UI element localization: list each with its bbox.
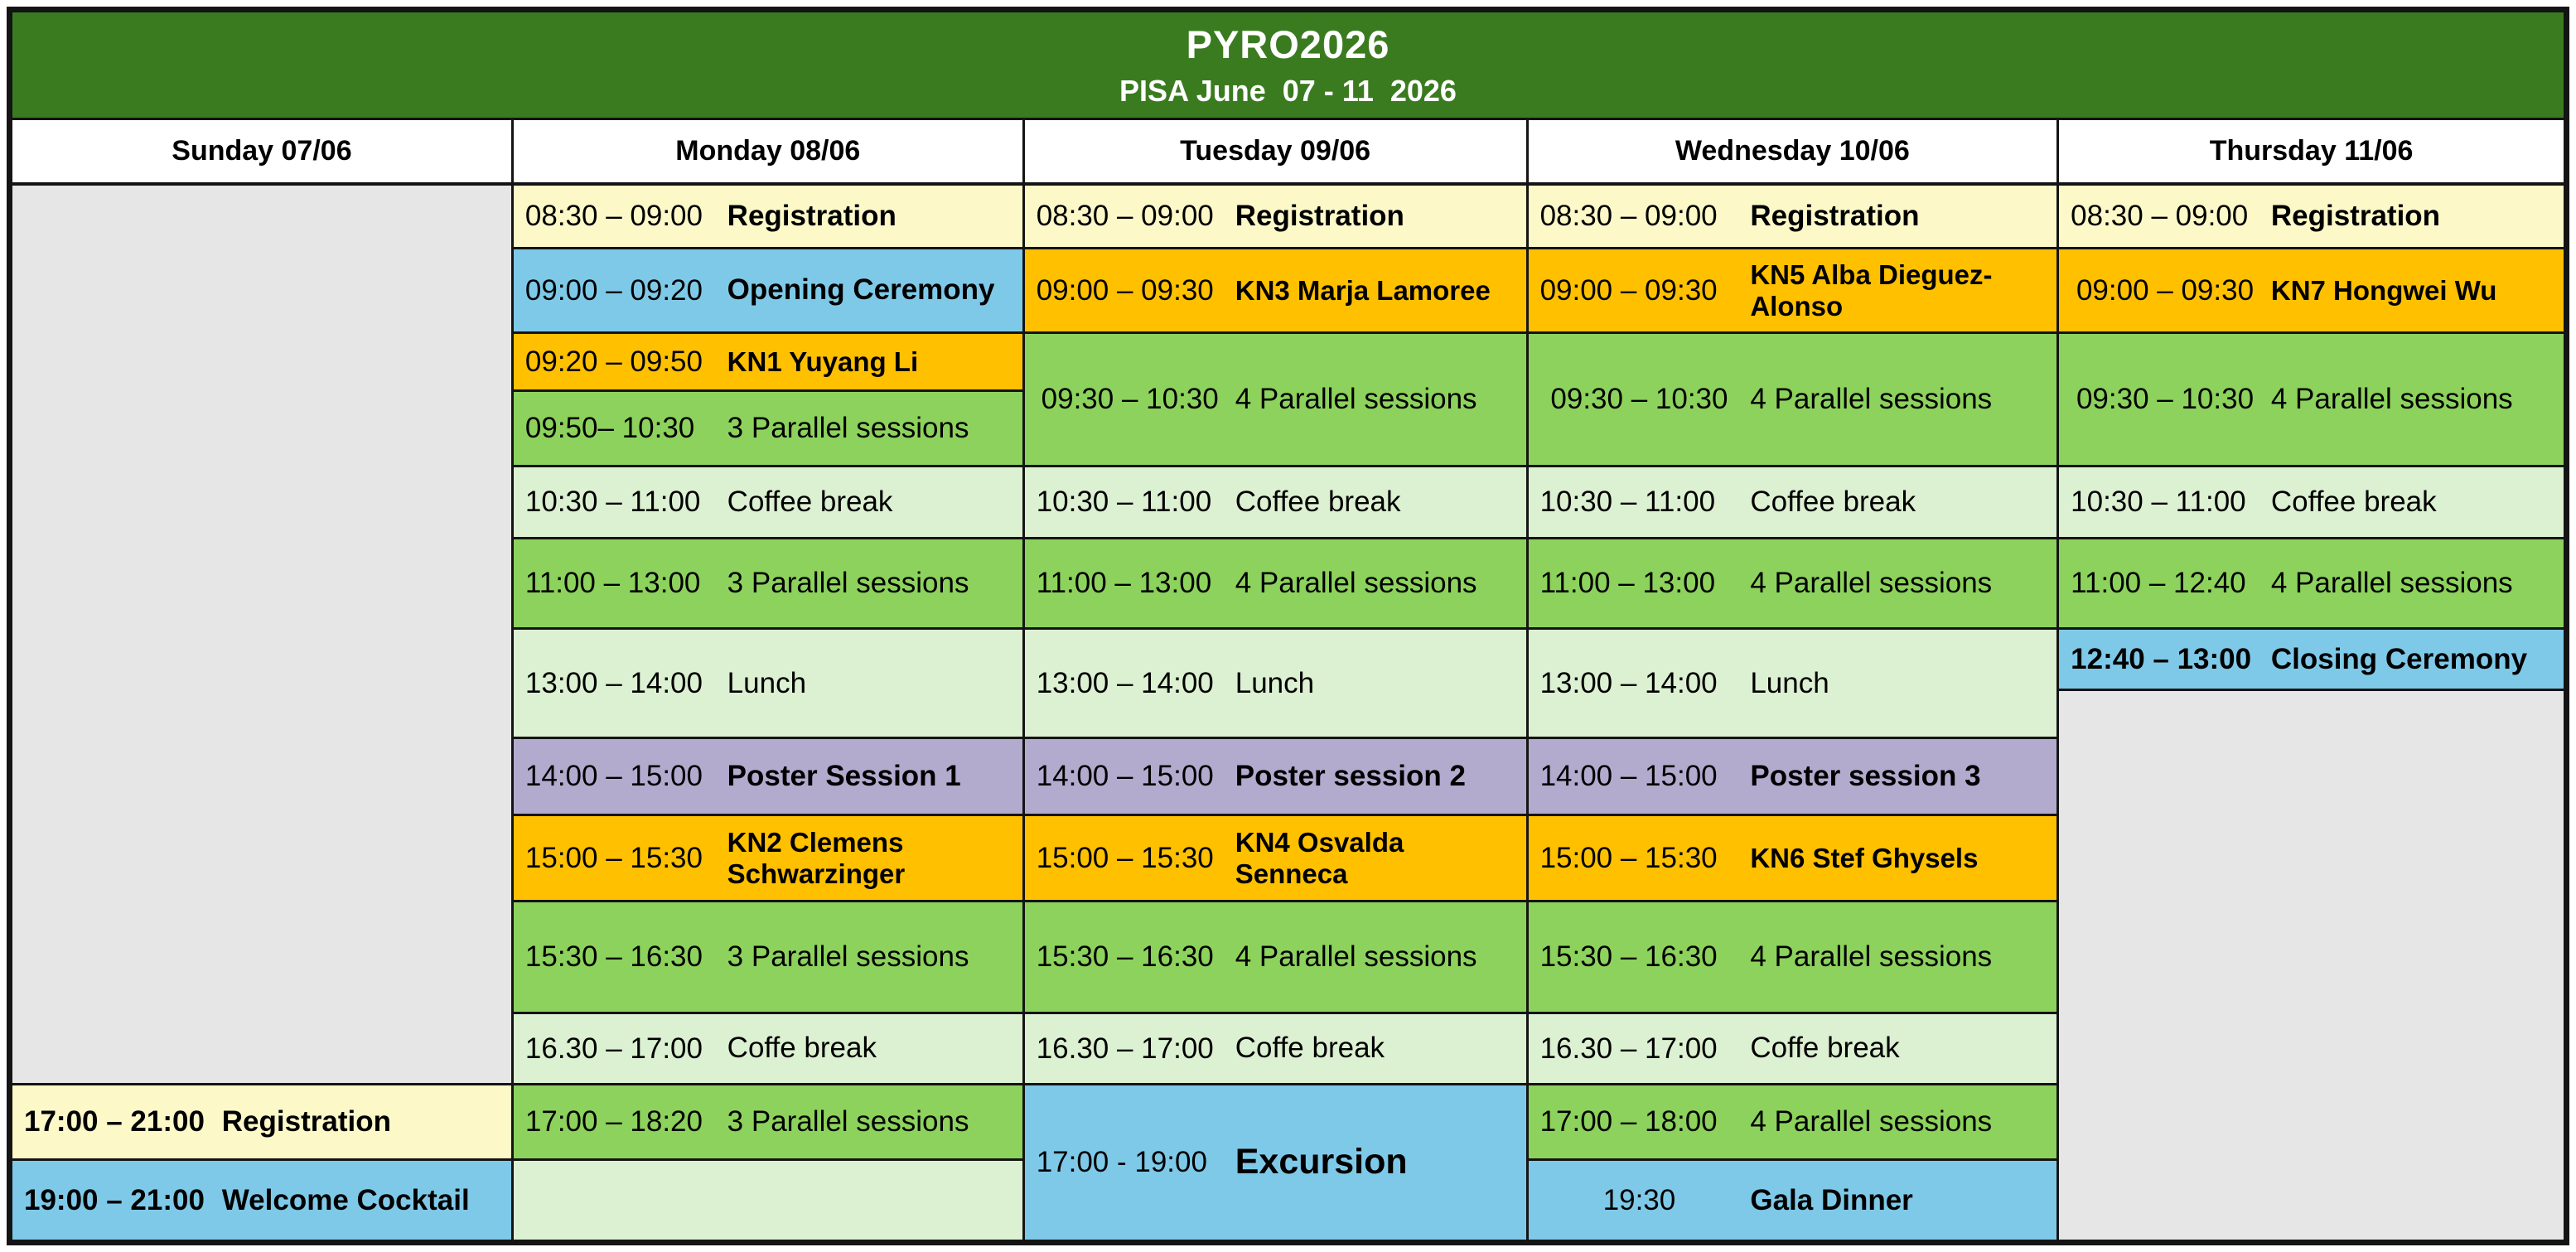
event-4-parallel-sessions	[1025, 334, 1526, 465]
schedule-table	[7, 7, 2569, 1245]
event-registration	[1529, 186, 2057, 247]
event-time: 08:30 – 09:00	[1539, 200, 1718, 233]
event-4-parallel-sessions	[2059, 539, 2564, 627]
event-time: 09:30 – 10:30	[1041, 383, 1219, 416]
event-kn1-yuyang-li	[514, 334, 1022, 390]
event-label: Coffee break	[2270, 486, 2437, 519]
event-gala-dinner	[1529, 1161, 2057, 1240]
event-time: 09:00 – 09:30	[2076, 273, 2255, 307]
event-time: 09:30 – 10:30	[1550, 383, 1728, 416]
event-coffee-break	[2059, 467, 2564, 537]
event-label: 4 Parallel sessions	[1235, 382, 1477, 415]
event-registration	[2059, 186, 2564, 247]
event-opening-ceremony	[514, 249, 1022, 331]
event-label: 3 Parallel sessions	[727, 412, 969, 445]
event-label: Lunch	[727, 666, 807, 699]
event-label: Poster Session 1	[727, 759, 961, 792]
day-header-sunday-07-06: Sunday 07/06	[12, 120, 511, 182]
event-registration	[514, 186, 1022, 247]
event-3-parallel-sessions	[514, 902, 1022, 1012]
event-kn4-osvalda-senneca	[1025, 816, 1526, 900]
event-label: KN1 Yuyang Li	[727, 346, 919, 377]
event-time: 13:00 – 14:00	[1036, 666, 1214, 699]
page-subtitle: PISA June 07 - 11 2026	[1119, 74, 1457, 108]
event-label: Coffe break	[1235, 1032, 1385, 1065]
event-time: 14:00 – 15:00	[1539, 759, 1718, 792]
event-label: Gala Dinner	[1750, 1183, 1913, 1216]
empty-cell	[2059, 691, 2564, 1240]
event-registration	[1025, 186, 1526, 247]
event-label: Coffe break	[727, 1032, 877, 1065]
event-time: 17:00 – 18:00	[1539, 1105, 1718, 1138]
day-header-monday-08-06: Monday 08/06	[514, 120, 1022, 182]
event-time: 15:00 – 15:30	[1539, 841, 1718, 874]
event-label: 4 Parallel sessions	[2270, 567, 2513, 600]
event-poster-session-1	[514, 739, 1022, 814]
event-label: Lunch	[1750, 666, 1829, 699]
event-time: 12:40 – 13:00	[2071, 642, 2252, 675]
event-label: Excursion	[1235, 1142, 1408, 1182]
event-time: 17:00 – 21:00	[24, 1105, 205, 1138]
event-excursion	[1025, 1085, 1526, 1240]
event-label: 3 Parallel sessions	[727, 567, 969, 600]
event-kn7-hongwei-wu	[2059, 249, 2564, 331]
event-time: 09:00 – 09:30	[1539, 273, 1718, 307]
event-time: 16.30 – 17:00	[1539, 1032, 1718, 1065]
event-4-parallel-sessions	[2059, 334, 2564, 465]
event-coffe-break	[1025, 1014, 1526, 1082]
day-header-row	[12, 120, 2564, 186]
day-header-tuesday-09-06: Tuesday 09/06	[1025, 120, 1526, 182]
day-header-thursday-11-06: Thursday 11/06	[2059, 120, 2564, 182]
event-time: 11:00 – 12:40	[2071, 567, 2246, 600]
event-label: Registration	[727, 200, 897, 233]
event-3-parallel-sessions	[514, 392, 1022, 465]
event-label: Coffee break	[1750, 486, 1916, 519]
event-3-parallel-sessions	[514, 1085, 1022, 1159]
event-kn6-stef-ghysels	[1529, 816, 2057, 900]
title-banner	[12, 12, 2564, 120]
event-registration	[12, 1085, 511, 1159]
event-time: 15:30 – 16:30	[524, 940, 703, 974]
event-lunch	[1025, 630, 1526, 737]
event-label: 4 Parallel sessions	[1750, 1105, 1993, 1138]
event-time: 16.30 – 17:00	[1036, 1032, 1214, 1065]
event-time: 10:30 – 11:00	[1539, 486, 1716, 519]
event-time: 09:50– 10:30	[524, 412, 695, 445]
event-label: KN3 Marja Lamoree	[1235, 274, 1491, 306]
event-poster-session-3	[1529, 739, 2057, 814]
event-3-parallel-sessions	[514, 539, 1022, 627]
event-time: 19:00 – 21:00	[24, 1183, 205, 1216]
event-time: 15:30 – 16:30	[1539, 940, 1718, 974]
event-kn3-marja-lamoree	[1025, 249, 1526, 331]
event-lunch	[514, 630, 1022, 737]
event-time: 14:00 – 15:00	[1036, 759, 1214, 792]
event-label: 4 Parallel sessions	[1750, 940, 1993, 974]
event-coffee-break	[1529, 467, 2057, 537]
event-time: 17:00 – 18:20	[524, 1105, 703, 1138]
event-time: 10:30 – 11:00	[2071, 486, 2246, 519]
event-time: 15:00 – 15:30	[524, 841, 703, 874]
event-label: Registration	[2270, 200, 2441, 233]
event-label: Welcome Cocktail	[221, 1183, 470, 1216]
event-label: Coffee break	[1235, 486, 1401, 519]
event-label: KN4 Osvalda Senneca	[1235, 826, 1404, 889]
event-label: 3 Parallel sessions	[727, 1105, 969, 1138]
event-label: Closing Ceremony	[2270, 642, 2528, 675]
event-time: 19:30	[1602, 1183, 1676, 1216]
event-lunch	[1529, 630, 2057, 737]
event-label: 4 Parallel sessions	[1750, 567, 1993, 600]
event-4-parallel-sessions	[1529, 334, 2057, 465]
event-4-parallel-sessions	[1529, 902, 2057, 1012]
event-label: Poster session 2	[1235, 759, 1466, 792]
event-4-parallel-sessions	[1025, 539, 1526, 627]
event-time: 09:00 – 09:30	[1036, 273, 1214, 307]
event-time: 08:30 – 09:00	[2071, 200, 2249, 233]
event-label: Coffe break	[1750, 1032, 1900, 1065]
event-4-parallel-sessions	[1529, 539, 2057, 627]
event-coffe-break	[1529, 1014, 2057, 1082]
event-label: Registration	[1235, 200, 1404, 233]
event-label: 4 Parallel sessions	[2270, 382, 2513, 415]
event-time: 10:30 – 11:00	[1036, 486, 1212, 519]
event-closing-ceremony	[2059, 630, 2564, 688]
event-label: KN5 Alba Dieguez-Alonso	[1750, 259, 1993, 321]
event-time: 13:00 – 14:00	[1539, 666, 1718, 699]
event-label: Registration	[1750, 200, 1920, 233]
event-label: Registration	[221, 1105, 391, 1138]
event-time: 11:00 – 13:00	[1539, 567, 1716, 600]
event-label: 3 Parallel sessions	[727, 940, 969, 974]
event-4-parallel-sessions	[1025, 902, 1526, 1012]
event-kn5-alba-dieguez-alonso	[1529, 249, 2057, 331]
schedule-grid	[12, 186, 2564, 1240]
page-title: PYRO2026	[1186, 22, 1390, 66]
event-coffee-break	[1025, 467, 1526, 537]
event-time: 17:00 - 19:00	[1036, 1145, 1207, 1178]
empty-cell	[12, 186, 511, 1083]
event-label: 4 Parallel sessions	[1235, 567, 1477, 600]
event-poster-session-2	[1025, 739, 1526, 814]
event-time: 10:30 – 11:00	[524, 486, 701, 519]
event-welcome-cocktail	[12, 1161, 511, 1240]
event-coffee-break	[514, 467, 1022, 537]
event-time: 14:00 – 15:00	[524, 759, 703, 792]
event-time: 11:00 – 13:00	[524, 567, 701, 600]
event-time: 09:20 – 09:50	[524, 345, 703, 378]
event-time: 09:30 – 10:30	[2076, 383, 2255, 416]
event-time: 15:30 – 16:30	[1036, 940, 1214, 974]
event-time: 08:30 – 09:00	[1036, 200, 1214, 233]
event-label: Poster session 3	[1750, 759, 1981, 792]
event-label: Coffee break	[727, 486, 893, 519]
day-header-wednesday-10-06: Wednesday 10/06	[1529, 120, 2057, 182]
event-time: 15:00 – 15:30	[1036, 841, 1214, 874]
event-label: Lunch	[1235, 666, 1315, 699]
event-time: 11:00 – 13:00	[1036, 567, 1212, 600]
event-label: 4 Parallel sessions	[1750, 382, 1993, 415]
event-label: KN2 Clemens Schwarzinger	[727, 826, 906, 889]
empty-cell	[514, 1161, 1022, 1240]
event-time: 09:00 – 09:20	[524, 273, 703, 307]
event-time: 16.30 – 17:00	[524, 1032, 703, 1065]
event-label: KN7 Hongwei Wu	[2270, 274, 2497, 306]
event-time: 08:30 – 09:00	[524, 200, 703, 233]
event-label: 4 Parallel sessions	[1235, 940, 1477, 974]
event-kn2-clemens-schwarzinger	[514, 816, 1022, 900]
event-4-parallel-sessions	[1529, 1085, 2057, 1159]
event-coffe-break	[514, 1014, 1022, 1082]
event-time: 13:00 – 14:00	[524, 666, 703, 699]
event-label: KN6 Stef Ghysels	[1750, 842, 1979, 873]
event-label: Opening Ceremony	[727, 273, 995, 307]
